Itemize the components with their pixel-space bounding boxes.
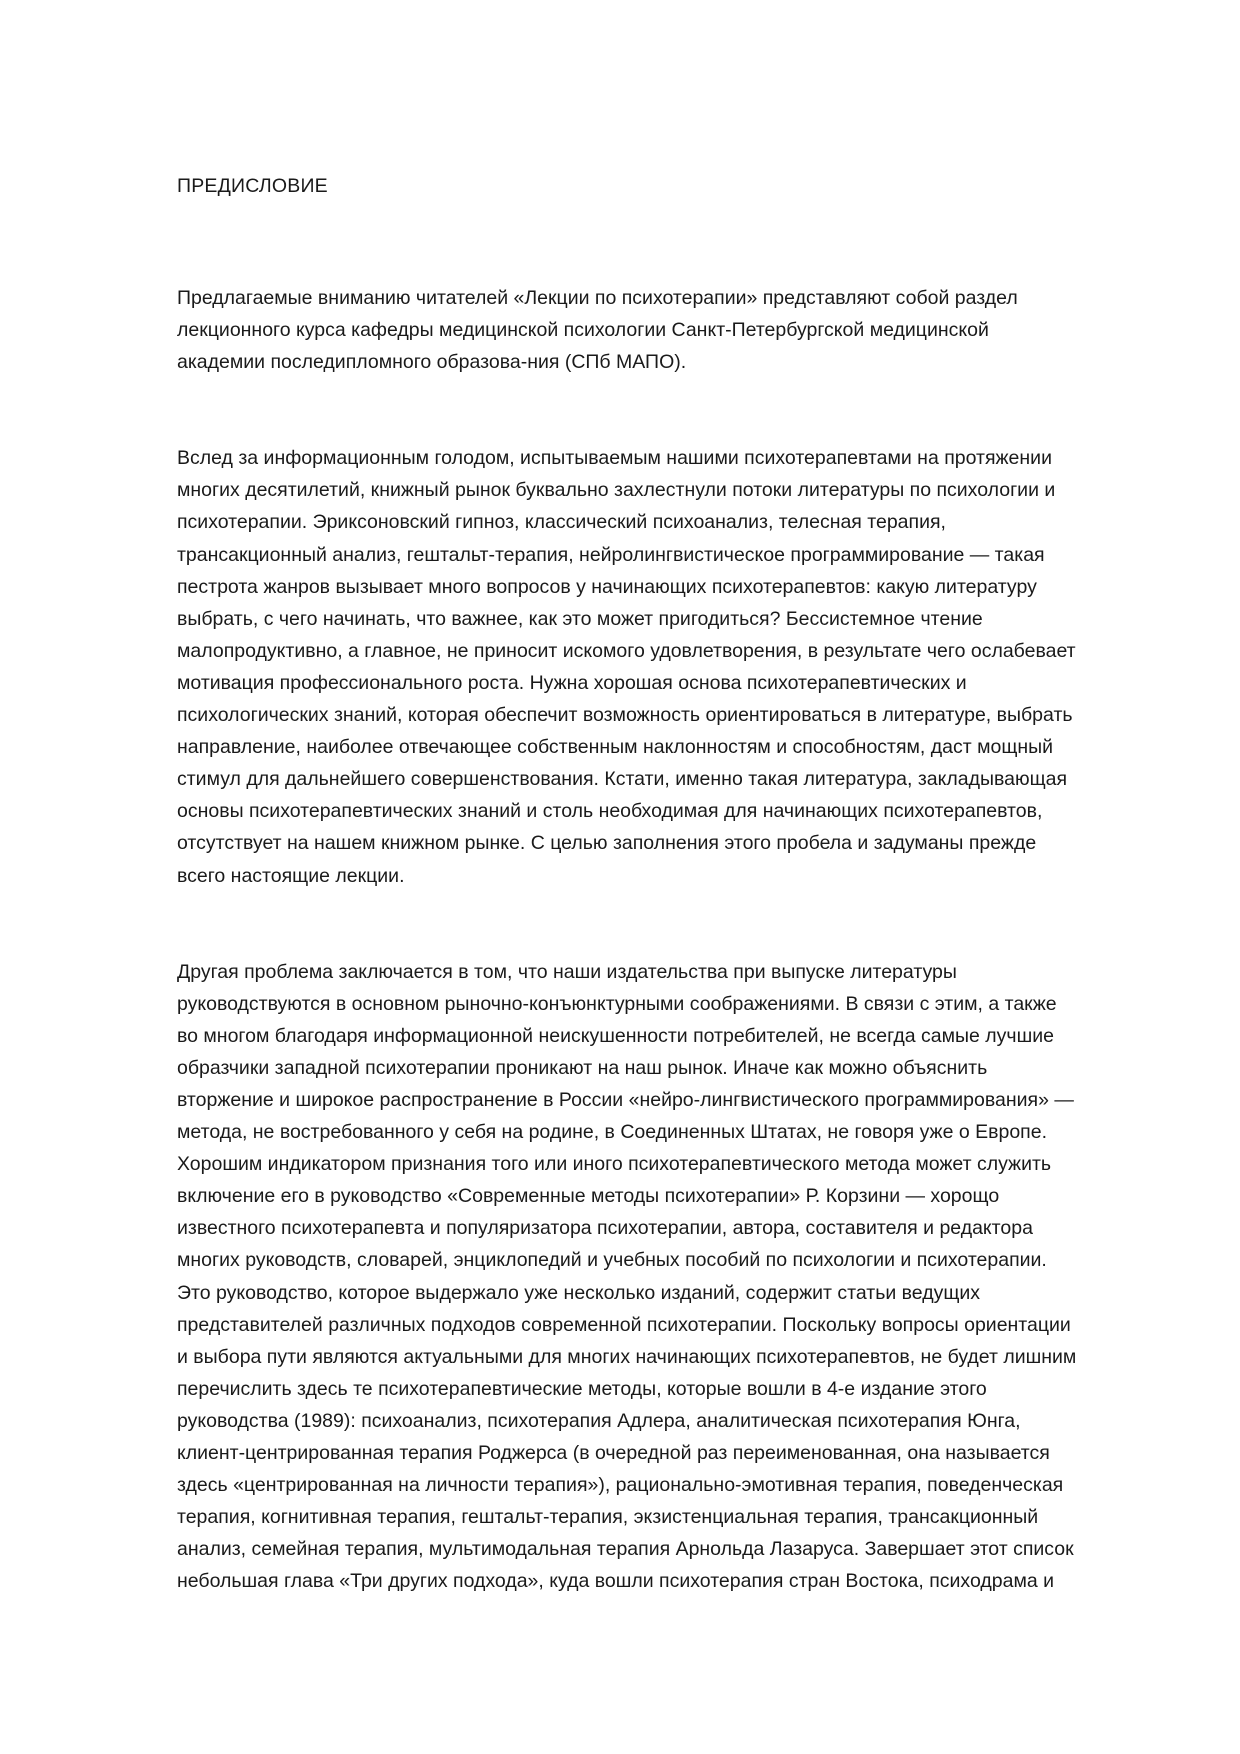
text-line: представителей различных подходов современной психотерапии. Поскольку вопросы ориентации (177, 1313, 1071, 1336)
paragraph-2 (177, 442, 1177, 891)
text-line: психотерапии. Эриксоновский гипноз, классический психоанализ, телесная терапия, (177, 511, 946, 534)
text-line: пестрота жанров вызывает много вопросов у начинающих психотерапевтов: какую литературу (177, 575, 1037, 598)
text-line: многих руководств, словарей, энциклопедий и учебных пособий по психологии и психотерапии. (177, 1249, 1047, 1272)
text-line: лекционного курса кафедры медицинской психологии Санкт-Петербургской медицинской (177, 319, 989, 342)
text-line: во многом благодаря информационной неискушенности потребителей, не всегда самые лучшие (177, 1024, 1054, 1047)
text-line: Другая проблема заключается в том, что наши издательства при выпуске литературы (177, 960, 957, 983)
text-line: направление, наиболее отвечающее собственным наклонностям и способностям, даст мощный (177, 736, 1054, 759)
text-line: академии последипломного образова-ния (СПб МАПО). (177, 351, 687, 374)
text-line: выбрать, с чего начинать, что важнее, как это может пригодиться? Бессистемное чтение (177, 607, 983, 630)
text-line: основы психотерапевтических знаний и столь необходимая для начинающих психотерапевтов, (177, 800, 1043, 823)
text-line: метода, не востребованного у себя на родине, в Соединенных Штатах, не говоря уже о Европе. (177, 1121, 1047, 1144)
text-line: перечислить здесь те психотерапевтические методы, которые вошли в 4-е издание этого (177, 1377, 987, 1400)
text-line: здесь «центрированная на личности терапия»), рационально-эмотивная терапия, поведенческая (177, 1474, 1064, 1497)
text-line: известного психотерапевта и популяризатора психотерапии, автора, составителя и редактора (177, 1217, 1033, 1240)
text-line: стимул для дальнейшего совершенствования. Кстати, именно такая литература, закладывающая (177, 768, 1068, 791)
text-line: отсутствует на нашем книжном рынке. С целью заполнения этого пробела и задуманы прежде (177, 832, 1037, 855)
text-line: клиент-центрированная терапия Роджерса (в очередной раз переименованная, она называется (177, 1442, 1050, 1464)
text-line: образчики западной психотерапии проникают на наш рынок. Иначе как можно объяснить (177, 1056, 988, 1079)
text-line: и выбора пути являются актуальными для многих начинающих психотерапевтов, не будет лишним (177, 1345, 1077, 1368)
document-body (177, 170, 1177, 1597)
text-line: руководства (1989): психоанализ, психотерапия Адлера, аналитическая психотерапия Юнга, (177, 1409, 1021, 1432)
text-line: Предлагаемые вниманию читателей «Лекции по психотерапии» представляют собой раздел (177, 287, 1018, 309)
paragraph-3 (177, 956, 1177, 1598)
paragraph-1 (177, 282, 1177, 378)
text-line: Вслед за информационным голодом, испытываемым нашими психотерапевтами на протяжении (177, 447, 1052, 470)
text-line: Хорошим индикатором признания того или иного психотерапевтического метода может служить (177, 1153, 1052, 1176)
text-line: Это руководство, которое выдержало уже несколько изданий, содержит статьи ведущих (177, 1281, 981, 1304)
text-line: психологических знаний, которая обеспечит возможность ориентироваться в литературе, выбрать (177, 704, 1073, 727)
text-line: анализ, семейная терапия, мультимодальная терапия Арнольда Лазаруса. Завершает этот список (177, 1538, 1074, 1561)
text-line: трансакционный анализ, гештальт-терапия, нейролингвистическое программирование — такая (177, 543, 1045, 566)
text-line: всего настоящие лекции. (177, 864, 405, 887)
text-line: вторжение и широкое распространение в России «нейро-лингвистического программирования» — (177, 1088, 1074, 1111)
text-line: многих десятилетий, книжный рынок буквально захлестнули потоки литературы по психологии и (177, 479, 1056, 502)
text-line: мотивация профессионального роста. Нужна хорошая основа психотерапевтических и (177, 671, 967, 694)
text-line: малопродуктивно, а главное, не приносит искомого удовлетворения, в результате чего ослабевает (177, 639, 1076, 662)
page-title: ПРЕДИСЛОВИЕ (177, 175, 328, 197)
text-line: небольшая глава «Три других подхода», куда вошли психотерапия стран Востока, психодрама и (177, 1570, 1055, 1593)
text-line: руководствуются в основном рыночно-конъюнктурными соображениями. В связи с этим, а также (177, 992, 1057, 1015)
text-line: терапия, когнитивная терапия, гештальт-терапия, экзистенциальная терапия, трансакционный (177, 1506, 1039, 1529)
text-line: включение его в руководство «Современные методы психотерапии» Р. Корзини — хорощо (177, 1185, 1000, 1208)
